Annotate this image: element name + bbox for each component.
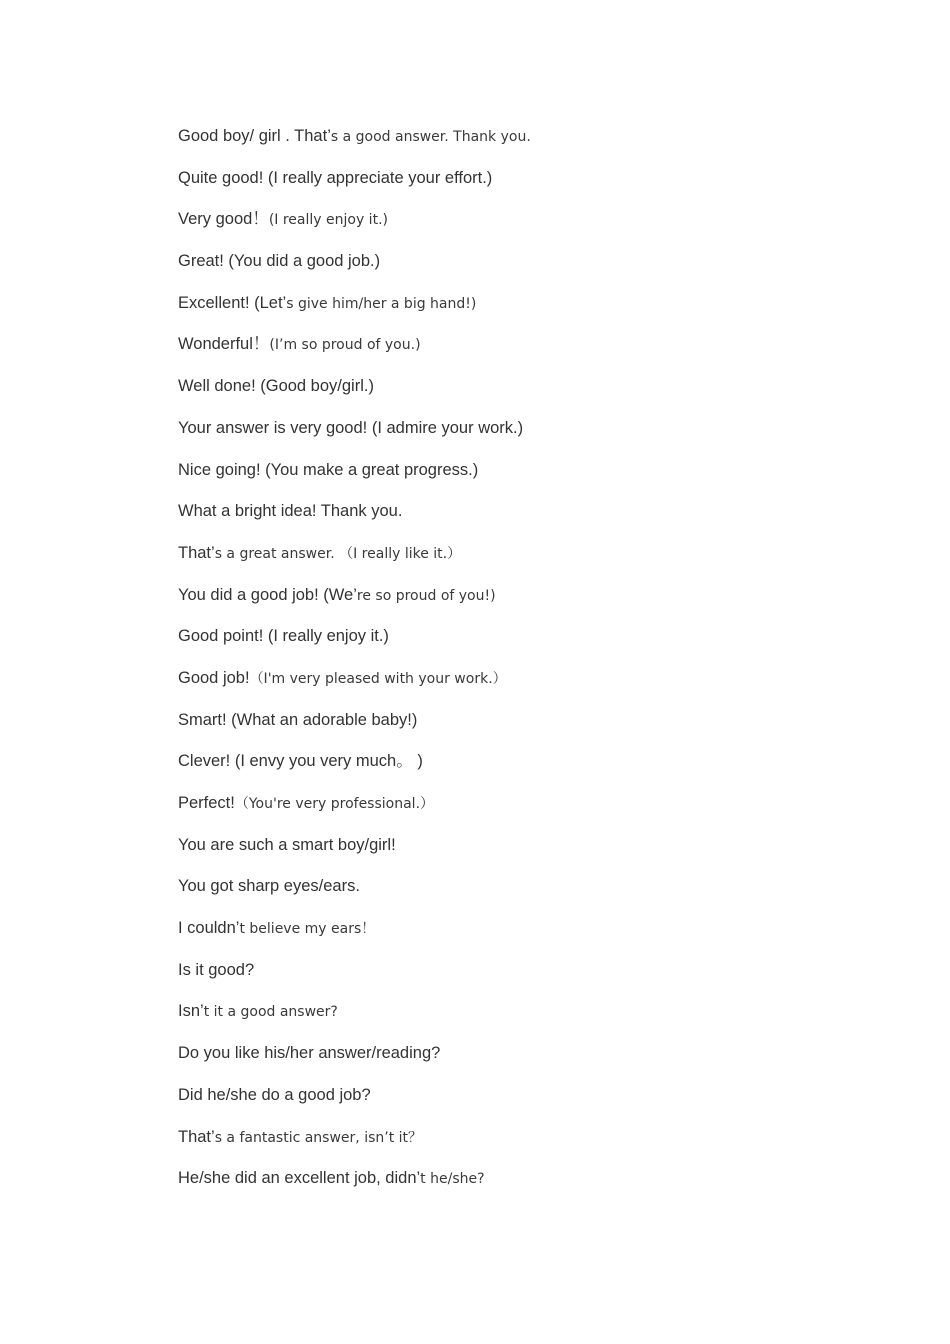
phrase-line (178, 416, 878, 458)
phrase-text-continued: t he/she? (420, 1171, 485, 1188)
phrase-text-continued: (I really enjoy it.) (268, 212, 388, 229)
phrase-text: Good job! (178, 668, 250, 687)
phrase-line (178, 541, 878, 583)
phrase-line (178, 958, 878, 1000)
phrase-line (178, 332, 878, 374)
phrase-line (178, 1166, 878, 1208)
phrase-line (178, 166, 878, 208)
phrase-text-continued: （You're very professional.） (234, 796, 435, 812)
phrase-line (178, 1125, 878, 1167)
phrase-line (178, 833, 878, 875)
phrase-line (178, 1041, 878, 1083)
phrase-text: Perfect! (178, 794, 235, 812)
phrase-text: Quite good! (I really appreciate your effort.) (178, 168, 493, 187)
phrase-text: Isn’ (178, 1002, 204, 1021)
phrase-text: Great! (You did a good job.) (178, 252, 381, 271)
phrase-text-continued: t believe my ears！ (239, 921, 376, 938)
phrase-text: He/she did an excellent job, didn’ (178, 1169, 421, 1188)
phrase-line (178, 291, 878, 333)
phrase-text: Nice going! (You make a great progress.) (178, 460, 479, 479)
phrase-line (178, 874, 878, 916)
phrase-text-continued: (I’m so proud of you.) (269, 337, 421, 354)
phrase-line (178, 1083, 878, 1125)
phrase-text-continued: s a great answer. （I really like it.） (214, 545, 462, 562)
phrase-text: Do you like his/her answer/reading? (178, 1044, 441, 1063)
phrase-text: Did he/she do a good job? (178, 1085, 371, 1104)
phrase-text-continued: t it a good answer? (203, 1004, 338, 1021)
phrase-text: That’ (178, 1127, 215, 1146)
phrase-text: You are such a smart boy/girl! (178, 835, 396, 854)
phrase-text: Wonderful！ (178, 335, 270, 354)
phrase-text: What a bright idea! Thank you. (178, 502, 403, 521)
phrase-line (178, 708, 878, 750)
phrase-text: I couldn’ (178, 919, 240, 938)
phrase-text: You did a good job! (We’ (178, 585, 357, 604)
phrase-text: Good boy/ girl . That’ (178, 127, 331, 145)
phrase-text: Very good！ (178, 210, 269, 229)
phrase-line (178, 374, 878, 416)
phrase-line (178, 124, 878, 166)
phrase-text-continued: s a fantastic answer, isn’t it？ (214, 1129, 423, 1146)
phrase-text: Well done! (Good boy/girl.) (178, 377, 374, 396)
phrase-text-continued: （I'm very pleased with your work.） (249, 670, 507, 687)
praise-phrase-list (178, 124, 878, 1208)
phrase-text-continued: re so proud of you!) (356, 587, 496, 604)
phrase-line (178, 207, 878, 249)
phrase-line (178, 749, 878, 791)
phrase-line (178, 791, 878, 833)
phrase-text: Excellent! (Let’ (178, 293, 287, 312)
phrase-text: Good point! (I really enjoy it.) (178, 627, 389, 646)
phrase-line (178, 916, 878, 958)
phrase-line (178, 249, 878, 291)
phrase-line (178, 499, 878, 541)
phrase-text: That’ (178, 543, 215, 562)
phrase-line (178, 583, 878, 625)
phrase-line (178, 624, 878, 666)
phrase-text-continued: s give him/her a big hand!) (286, 295, 477, 312)
phrase-line (178, 999, 878, 1041)
phrase-text: Smart! (What an adorable baby!) (178, 710, 418, 729)
phrase-text-continued: s a good answer. Thank you. (330, 129, 531, 145)
phrase-text: Your answer is very good! (I admire your work.) (178, 418, 524, 437)
phrase-text: Clever! (I envy you very much。 ) (178, 752, 423, 771)
phrase-text: Is it good? (178, 960, 255, 979)
phrase-text: You got sharp eyes/ears. (178, 877, 360, 896)
phrase-line (178, 458, 878, 500)
phrase-line (178, 666, 878, 708)
